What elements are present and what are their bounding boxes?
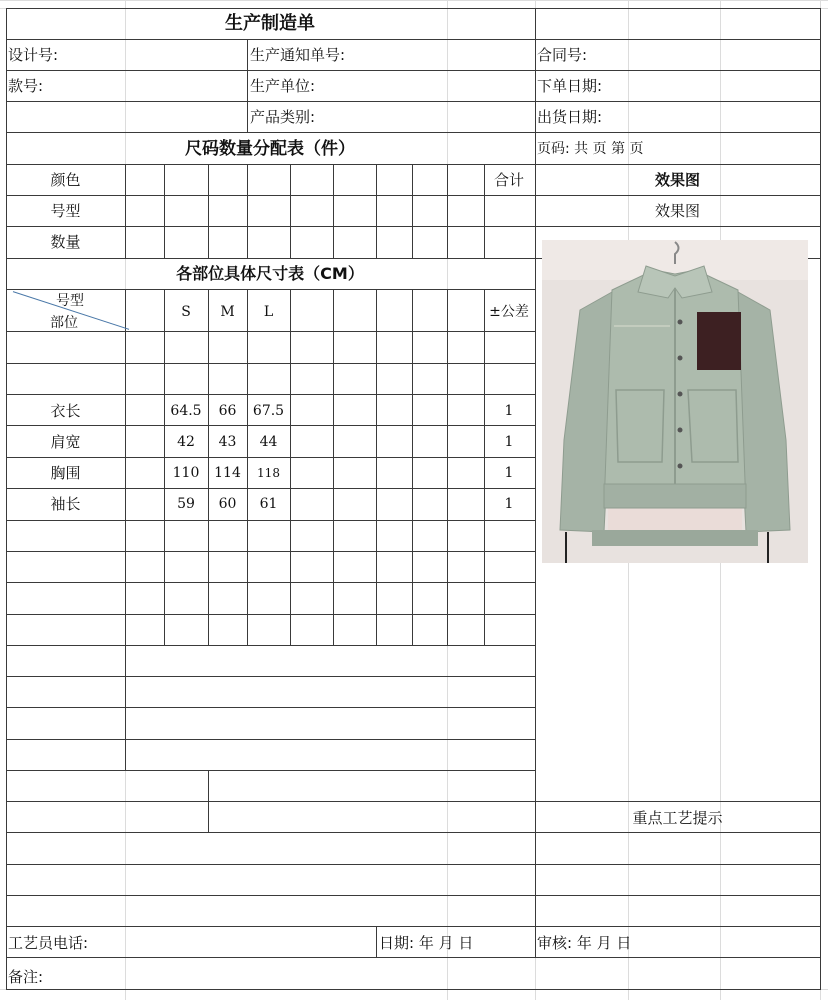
size-l-header: L xyxy=(263,304,274,320)
category-label: 产品类别: xyxy=(250,108,316,126)
measure-value: 64.5 xyxy=(170,403,202,419)
date-label: 日期: 年 月 日 xyxy=(379,934,474,952)
size-label: 号型 xyxy=(50,202,81,220)
border-h xyxy=(6,832,821,833)
border-h xyxy=(6,195,821,196)
border-h xyxy=(6,70,821,71)
border-v xyxy=(247,164,248,259)
size-s-header: S xyxy=(181,304,191,320)
craftsman-phone-label: 工艺员电话: xyxy=(8,934,89,952)
style-no-label: 款号: xyxy=(8,77,44,95)
size-qty-title: 尺码数量分配表（件） xyxy=(185,139,355,159)
measure-value: 118 xyxy=(257,466,280,480)
border-h xyxy=(6,520,536,521)
border-h xyxy=(6,926,821,927)
border-h xyxy=(6,989,821,990)
measure-value: 66 xyxy=(218,403,237,419)
border-v xyxy=(208,164,209,259)
measure-value: 43 xyxy=(218,434,237,450)
border-v xyxy=(376,289,377,646)
size-m-header: M xyxy=(220,304,235,320)
measure-value: 44 xyxy=(259,434,278,450)
factory-label: 生产单位: xyxy=(250,77,316,95)
border-v xyxy=(412,164,413,259)
measure-value: 110 xyxy=(172,465,200,481)
border-h xyxy=(6,739,536,740)
border-v xyxy=(376,164,377,259)
border-v xyxy=(447,164,448,259)
border-h xyxy=(6,457,536,458)
measure-value: 60 xyxy=(218,496,237,512)
tolerance-value: 1 xyxy=(504,434,514,450)
border-v xyxy=(333,164,334,259)
border-h xyxy=(6,864,821,865)
border-h xyxy=(6,707,536,708)
border-h xyxy=(6,39,821,40)
page-title: 生产制造单 xyxy=(225,13,315,34)
border-h xyxy=(6,895,821,896)
order-date-label: 下单日期: xyxy=(537,77,603,95)
border-h xyxy=(6,614,536,615)
border-v xyxy=(447,289,448,646)
border-v xyxy=(333,289,334,646)
border-h xyxy=(6,425,536,426)
contract-no-label: 合同号: xyxy=(537,46,588,64)
measure-value: 67.5 xyxy=(252,403,285,419)
border-h xyxy=(6,289,536,290)
border-h xyxy=(6,676,536,677)
border-v xyxy=(820,8,821,990)
craft-tips-label: 重点工艺提示 xyxy=(632,809,723,827)
border-h xyxy=(6,394,536,395)
tolerance-value: 1 xyxy=(504,465,514,481)
gridline-h xyxy=(0,0,828,1)
total-label: 合计 xyxy=(493,171,524,189)
color-label: 颜色 xyxy=(50,171,81,189)
part-label: 衣长 xyxy=(50,402,81,420)
tolerance-value: 1 xyxy=(504,496,514,512)
border-h xyxy=(6,582,536,583)
border-h xyxy=(6,801,536,802)
border-v xyxy=(412,289,413,646)
measure-value: 59 xyxy=(177,496,195,512)
measure-value: 61 xyxy=(259,496,278,512)
page-info: 页码: 共 页 第 页 xyxy=(537,141,644,157)
diag-part-label: 部位 xyxy=(50,315,78,331)
part-label: 袖长 xyxy=(50,495,81,513)
tolerance-value: 1 xyxy=(504,403,514,419)
border-h xyxy=(6,957,821,958)
border-h xyxy=(6,331,536,332)
border-h xyxy=(6,551,536,552)
part-label: 胸围 xyxy=(50,464,81,482)
border-h xyxy=(535,801,821,802)
qty-label: 数量 xyxy=(50,233,81,251)
border-v xyxy=(247,39,248,133)
border-h xyxy=(6,645,536,646)
border-h xyxy=(6,8,821,9)
ship-date-label: 出货日期: xyxy=(537,108,603,126)
measure-title: 各部位具体尺寸表（CM） xyxy=(176,264,364,283)
review-label: 审核: 年 月 日 xyxy=(537,934,632,952)
border-v xyxy=(125,164,126,259)
border-v xyxy=(125,645,126,771)
border-h xyxy=(6,770,536,771)
border-h xyxy=(6,101,821,102)
remark-label: 备注: xyxy=(8,968,44,986)
border-h xyxy=(6,164,821,165)
design-no-label: 设计号: xyxy=(8,46,59,64)
border-v xyxy=(208,770,209,833)
jacket-photo xyxy=(542,240,808,563)
border-h xyxy=(535,226,821,227)
border-h xyxy=(6,363,536,364)
effect-header: 效果图 xyxy=(654,171,700,189)
tolerance-header: ±公差 xyxy=(489,304,529,320)
notice-no-label: 生产通知单号: xyxy=(250,46,346,64)
border-v xyxy=(290,164,291,259)
border-v xyxy=(376,926,377,958)
border-h xyxy=(6,132,821,133)
measure-value: 114 xyxy=(214,465,241,481)
part-label: 肩宽 xyxy=(50,433,81,451)
border-v xyxy=(125,289,126,646)
border-v xyxy=(290,289,291,646)
effect-sub: 效果图 xyxy=(654,202,700,220)
border-v xyxy=(164,164,165,259)
diag-size-label: 号型 xyxy=(56,293,84,309)
measure-value: 42 xyxy=(177,434,195,450)
border-h xyxy=(6,488,536,489)
